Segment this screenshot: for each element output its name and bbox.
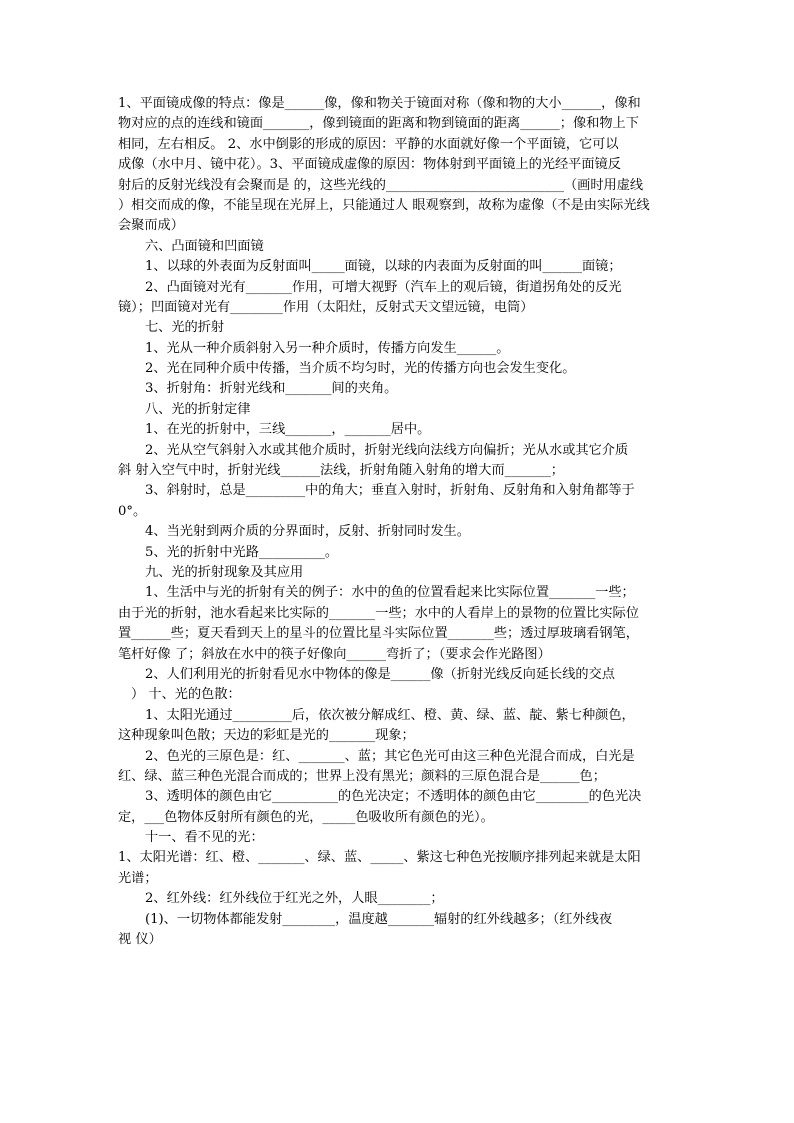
text-line: 笔杆好像 了；斜放在水中的筷子好像向______弯折了；（要求会作光路图）	[118, 646, 551, 662]
text-line: 2、色光的三原色是：红、_______、蓝；其它色光可由这三种色光混合而成，白光是	[145, 748, 635, 764]
text-line: ） 十、光的色散：	[131, 687, 241, 703]
text-line: 九、光的折射现象及其应用	[145, 564, 304, 580]
text-line: 1、在光的折射中，三线_______，_______居中。	[145, 422, 431, 438]
text-line: 视 仪）	[118, 932, 162, 948]
text-line: 0°。	[118, 503, 147, 519]
text-line: 4、当光射到两介质的分界面时，反射、折射同时发生。	[145, 524, 470, 540]
text-line: 1、以球的外表面为反射面叫_____面镜，以球的内表面为反射面的叫______面镜；	[145, 259, 622, 275]
text-line: 六、凸面镜和凹面镜	[145, 238, 264, 254]
text-line: 1、太阳光通过_________后，依次被分解成红、橙、黄、绿、蓝、靛、紫七种颜色，	[145, 707, 635, 723]
text-line: 射后的反射光线没有会聚而是 的，这些光线的___________________________（画时用虚线	[118, 177, 644, 193]
text-line: ）相交而成的像，不能呈现在光屏上，只能通过人 眼观察到，故称为虚像（不是由实际光线	[118, 197, 650, 213]
text-line: 1、光从一种介质斜射入另一种介质时，传播方向发生______。	[145, 340, 510, 356]
text-line: 八、光的折射定律	[145, 401, 251, 417]
text-line: 斜 射入空气中时，折射光线______法线，折射角随入射角的增大而_______；	[118, 463, 564, 479]
text-line: 1、生活中与光的折射有关的例子：水中的鱼的位置看起来比实际位置_______一些；	[145, 585, 635, 601]
text-line: 2、光在同种介质中传播，当介质不均匀时，光的传播方向也会发生变化。	[145, 361, 576, 377]
text-line: 七、光的折射	[145, 320, 225, 336]
text-line: 3、斜射时，总是_________中的角大；垂直入射时，折射角、反射角和入射角都等于	[145, 483, 635, 499]
text-line: (1)、一切物体都能发射________，温度越_______辐射的红外线越多；（红外线夜	[145, 911, 613, 927]
document-body	[118, 94, 678, 950]
text-line: 2、凸面镜对光有_______作用，可增大视野（汽车上的观后镜，街道拐角处的反光	[145, 279, 622, 295]
text-line: 定，___色物体反射所有颜色的光，_____色吸收所有颜色的光）。	[118, 809, 494, 825]
text-line: 5、光的折射中光路__________。	[145, 544, 339, 560]
text-line: 2、红外线：红外线位于红光之外，人眼________；	[145, 891, 444, 907]
text-line: 3、折射角：折射光线和_______间的夹角。	[145, 381, 398, 397]
text-line: 2、光从空气斜射入水或其他介质时，折射光线向法线方向偏折；光从水或其它介质	[145, 442, 629, 458]
text-line: 会聚而成）	[118, 218, 184, 234]
text-line: 1、太阳光谱：红、橙、_______、绿、蓝、_____、紫这七种色光按顺序排列起来就是太阳	[118, 850, 641, 866]
text-line: 由于光的折射，池水看起来比实际的_______一些；水中的人看岸上的景物的位置比实际位	[118, 605, 639, 621]
text-line: 十一、看不见的光：	[145, 830, 264, 846]
text-line: 红、绿、蓝三种色光混合而成的；世界上没有黑光；颜料的三原色混合是______色；	[118, 768, 606, 784]
text-line: 光谱；	[118, 870, 158, 886]
text-line: 镜）；凹面镜对光有________作用（太阳灶，反射式天文望远镜，电筒）	[118, 299, 534, 315]
text-line: 置______些；夏天看到天上的星斗的位置比星斗实际位置_______些；透过厚玻璃看钢笔，	[118, 626, 639, 642]
text-line: 1、平面镜成像的特点：像是______像，像和物关于镜面对称（像和物的大小______，像和	[118, 96, 641, 111]
text-line: 这种现象叫色散；天边的彩虹是光的_______现象；	[118, 728, 415, 744]
text-line: 相同，左右相反。 2、水中倒影的形成的原因：平静的水面就好像一个平面镜，它可以	[118, 136, 619, 152]
text-line: 3、透明体的颜色由它__________的色光决定；不透明体的颜色由它________的色光决	[145, 789, 642, 805]
text-line: 物对应的点的连线和镜面_______，像到镜面的距离和物到镜面的距离______；像和物上下	[118, 116, 639, 132]
text-line: 2、人们利用光的折射看见水中物体的像是______像（折射光线反向延长线的交点	[145, 666, 615, 682]
text-line: 成像（水中月、镜中花）。3、平面镜成虚像的原因：物体射到平面镜上的光经平面镜反	[118, 157, 621, 173]
